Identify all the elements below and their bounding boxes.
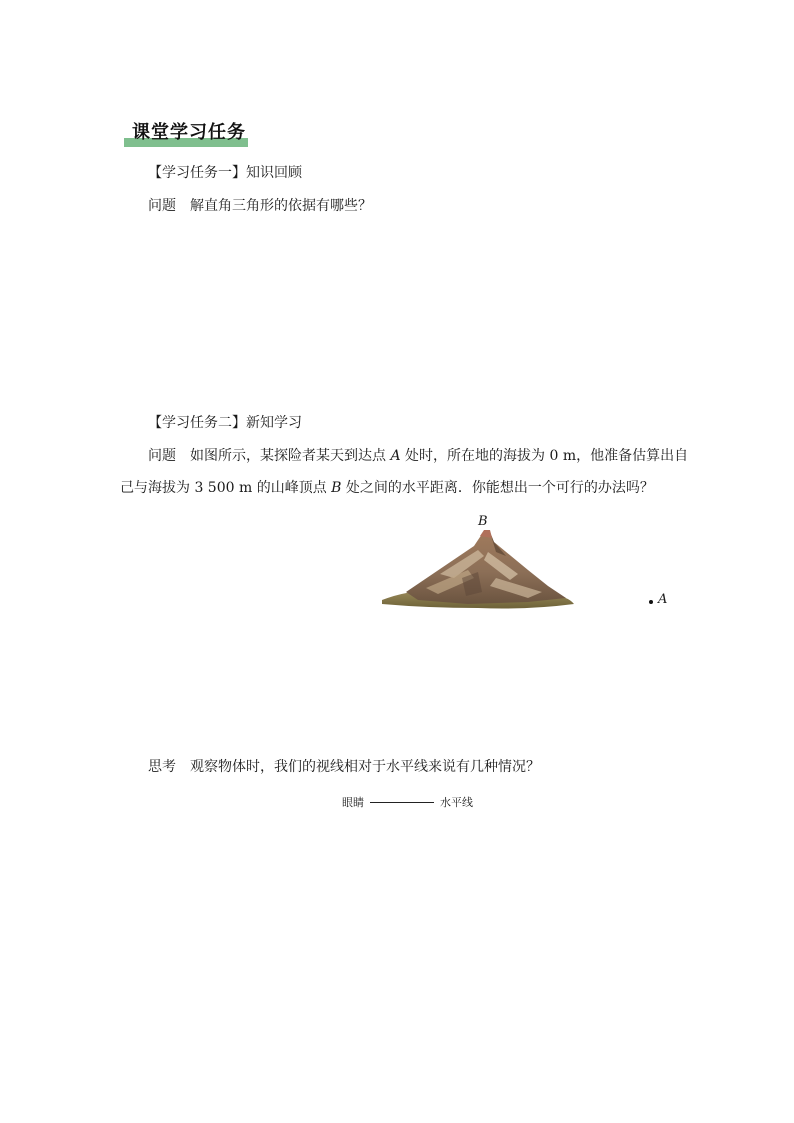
horizontal-line-label: 水平线 — [440, 796, 473, 809]
task1-question-text: 解直角三角形的依据有哪些？ — [190, 198, 372, 214]
task1-question-tag: 问题 — [148, 198, 176, 214]
eye-label: 眼睛 — [342, 796, 364, 809]
mountain-figure — [378, 512, 678, 620]
peak-label-b: B — [478, 514, 488, 529]
mountain-image — [378, 512, 678, 620]
task2-question-tag: 问题 — [148, 448, 176, 464]
task2-line2-pre: 己与海拔为 3 500 m 的山峰顶点 — [120, 480, 332, 496]
task2-line2-post: 处之间的水平距离．你能想出一个可行的办法吗？ — [341, 480, 654, 496]
task1-title: 【学习任务一】知识回顾 — [148, 165, 302, 181]
task2-line1-pre: 如图所示，某探险者某天到达点 — [190, 448, 391, 464]
task2-question-line1 — [148, 446, 688, 466]
section-heading — [124, 116, 248, 150]
thinking-prompt — [148, 757, 540, 777]
point-a-dot — [649, 600, 653, 604]
task1-question — [148, 196, 372, 216]
task2-question-line2 — [120, 478, 654, 498]
point-a-ref: A — [390, 448, 401, 464]
thinking-tag: 思考 — [148, 759, 176, 775]
point-b-ref: B — [331, 480, 342, 496]
horizontal-line — [370, 802, 434, 803]
task2-line1-post: 处时，所在地的海拔为 0 m，他准备估算出自 — [400, 448, 689, 464]
task2-title: 【学习任务二】新知学习 — [148, 415, 302, 431]
section-heading-text: 课堂学习任务 — [132, 122, 246, 143]
sightline-diagram — [342, 794, 473, 810]
point-label-a: A — [658, 592, 668, 607]
thinking-text: 观察物体时，我们的视线相对于水平线来说有几种情况？ — [190, 759, 540, 775]
